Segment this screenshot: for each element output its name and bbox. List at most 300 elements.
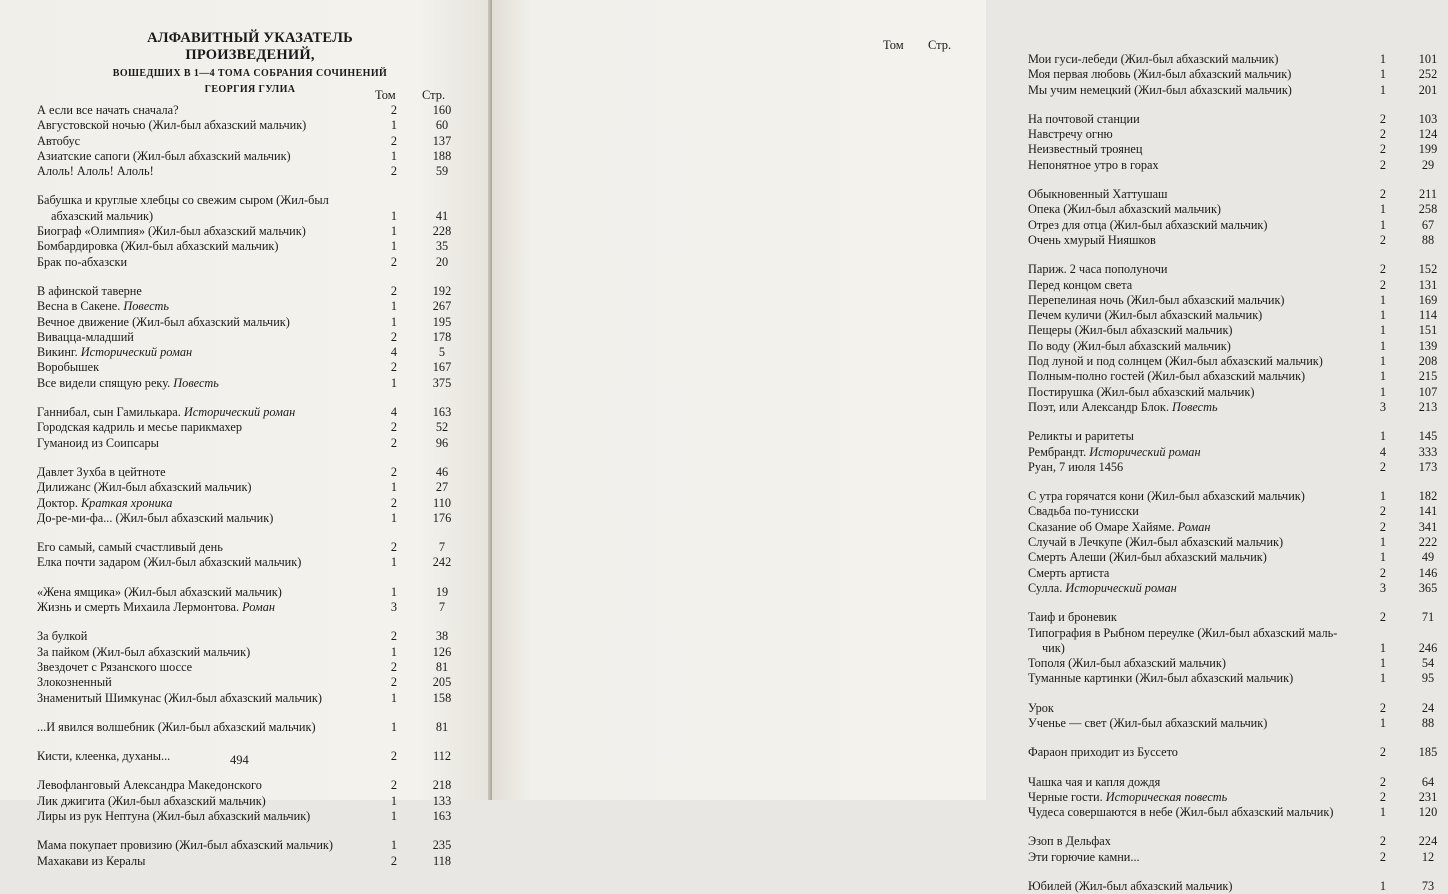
index-entry xyxy=(1028,671,1448,686)
entry-page: 199 xyxy=(1418,142,1438,157)
entry-page: 101 xyxy=(1418,52,1438,66)
entry-volume: 2 xyxy=(1379,142,1387,157)
index-entry xyxy=(1028,400,1448,415)
entry-volume: 2 xyxy=(1379,157,1387,172)
entry-title: По воду (Жил-был абхазский мальчик) xyxy=(1028,338,1231,353)
entry-page: 173 xyxy=(1418,459,1438,474)
index-entry xyxy=(37,315,457,330)
index-entry xyxy=(37,629,457,644)
entry-title: А если все начать сначала? xyxy=(37,103,179,117)
entry-page: 152 xyxy=(1418,262,1438,277)
entry-volume: 1 xyxy=(390,375,398,390)
entry-volume: 1 xyxy=(1379,369,1387,384)
entry-page: 71 xyxy=(1421,610,1435,625)
entry-page: 195 xyxy=(432,314,452,329)
entry-page: 231 xyxy=(1418,789,1438,804)
index-entry xyxy=(1028,218,1448,233)
entry-title: Полным-полно гостей (Жил-был абхазский мальчик) xyxy=(1028,369,1306,384)
entry-title: Юбилей (Жил-был абхазский мальчик) xyxy=(1028,879,1233,894)
entry-title: Мои гуси-лебеди (Жил-был абхазский мальчик) xyxy=(1028,52,1279,66)
entry-title: Жизнь и смерть Михаила Лермонтова. Роман xyxy=(37,600,275,615)
entry-page: 375 xyxy=(432,375,452,390)
entry-title: Под луной и под солнцем (Жил-был абхазский мальчик) xyxy=(1028,354,1323,369)
index-entry xyxy=(1028,293,1448,308)
entry-title: Воробышек xyxy=(37,360,100,375)
entry-title: Париж. 2 часа пополуночи xyxy=(1028,262,1168,277)
entry-volume: 1 xyxy=(1379,535,1387,550)
entry-page: 112 xyxy=(433,749,451,764)
entry-volume: 4 xyxy=(390,405,398,420)
entry-page: 124 xyxy=(1418,127,1438,142)
index-entry xyxy=(37,376,457,391)
section-gap xyxy=(1028,173,1448,187)
entry-volume: 1 xyxy=(1379,67,1387,82)
entry-volume: 2 xyxy=(1379,232,1387,247)
index-entry xyxy=(37,720,457,735)
entry-volume: 1 xyxy=(390,224,398,239)
index-entry xyxy=(37,330,457,345)
section-gap xyxy=(37,824,457,838)
entry-genre: Повесть xyxy=(123,299,170,314)
entry-title: Давлет Зухба в цейтноте xyxy=(37,464,166,479)
entry-title: Типография в Рыбном переулке (Жил-был абхазский маль- xyxy=(1028,625,1338,640)
left-page xyxy=(0,0,492,868)
entry-volume: 1 xyxy=(1379,879,1387,894)
entry-page: 167 xyxy=(432,360,452,375)
index-entry xyxy=(37,660,457,675)
entry-title: Моя первая любовь (Жил-был абхазский мальчик) xyxy=(1028,67,1292,82)
entry-volume: 1 xyxy=(1379,429,1387,444)
entry-page: 24 xyxy=(1421,700,1435,715)
entry-page: 126 xyxy=(432,644,452,659)
entry-genre: Исторический роман xyxy=(80,345,193,360)
entry-title: ...И явился волшебник (Жил-был абхазский мальчик) xyxy=(37,719,316,734)
entry-title: Обыкновенный Хаттушаш xyxy=(1028,187,1168,202)
section-gap xyxy=(1028,731,1448,745)
entry-volume: 2 xyxy=(1379,111,1387,126)
section-gap xyxy=(37,615,457,629)
entry-page: 213 xyxy=(1418,399,1438,414)
index-entry xyxy=(37,809,457,824)
right-page xyxy=(492,0,1438,894)
entry-title: Печем куличи (Жил-был абхазский мальчик) xyxy=(1028,308,1263,323)
entry-title: Постирушка (Жил-был абхазский мальчик) xyxy=(1028,384,1255,399)
entry-page: 151 xyxy=(1418,323,1438,338)
entry-volume: 2 xyxy=(390,853,398,868)
entry-volume: 1 xyxy=(1379,308,1387,323)
page-number: 494 xyxy=(230,753,249,767)
section-gap xyxy=(37,391,457,405)
entry-title: Кисти, клеенка, духаны... xyxy=(37,749,171,764)
entry-volume: 1 xyxy=(390,690,398,705)
index-entry xyxy=(37,675,457,690)
entry-volume: 2 xyxy=(1379,459,1387,474)
entry-page: 182 xyxy=(1418,489,1438,504)
index-entry xyxy=(1028,790,1448,805)
index-entry xyxy=(1028,323,1448,338)
index-entry xyxy=(1028,879,1448,894)
index-entry xyxy=(1028,52,1448,67)
index-entry xyxy=(37,465,457,480)
entry-page: 252 xyxy=(1418,67,1438,82)
entry-title: Доктор. Краткая хроника xyxy=(37,495,173,510)
entry-volume: 1 xyxy=(390,808,398,823)
index-entry xyxy=(37,209,457,224)
entry-page: 145 xyxy=(1418,429,1438,444)
entry-page: 333 xyxy=(1418,444,1438,459)
entry-title: Городская кадриль и месье парикмахер xyxy=(37,420,243,435)
entry-page: 81 xyxy=(435,659,449,674)
entry-volume: 1 xyxy=(390,793,398,808)
volume-column-header: Том xyxy=(375,88,396,102)
index-entry xyxy=(37,511,457,526)
entry-page: 215 xyxy=(1418,369,1438,384)
entry-page: 103 xyxy=(1418,111,1438,126)
index-entry xyxy=(37,345,457,360)
entry-genre: Роман xyxy=(242,600,275,615)
entry-page: 46 xyxy=(435,464,449,479)
entry-title: Елка почти задаром (Жил-был абхазский мальчик) xyxy=(37,555,302,570)
entry-page: 7 xyxy=(438,540,446,555)
entry-page: 95 xyxy=(1421,671,1435,686)
index-entry xyxy=(1028,142,1448,157)
entry-page: 41 xyxy=(435,208,449,223)
index-entry xyxy=(37,299,457,314)
entry-volume: 1 xyxy=(390,239,398,254)
entry-title: Чудеса совершаются в небе (Жил-был абхазский мальчик) xyxy=(1028,805,1334,820)
section-gap xyxy=(37,571,457,585)
entry-title: До-ре-ми-фа... (Жил-был абхазский мальчик) xyxy=(37,510,274,525)
entry-title: На почтовой станции xyxy=(1028,111,1140,126)
index-entry xyxy=(37,555,457,570)
entry-volume: 2 xyxy=(390,629,398,644)
entry-page: 107 xyxy=(1418,384,1438,399)
section-gap xyxy=(37,179,457,193)
entry-page: 224 xyxy=(1418,834,1438,849)
entry-title: Ганнибал, сын Гамилькара. Исторический роман xyxy=(37,405,296,420)
entry-title: Навстречу огню xyxy=(1028,127,1113,142)
index-entry xyxy=(1028,278,1448,293)
entry-volume: 3 xyxy=(1379,580,1387,595)
entry-volume: 2 xyxy=(1379,745,1387,760)
entry-page: 20 xyxy=(435,254,449,269)
entry-title: Злокозненный xyxy=(37,675,112,690)
entry-volume: 3 xyxy=(390,600,398,615)
entry-page: 38 xyxy=(435,629,449,644)
index-entry xyxy=(1028,550,1448,565)
index-entry xyxy=(1028,127,1448,142)
index-entry xyxy=(1028,745,1448,760)
entry-page: 163 xyxy=(432,808,452,823)
entry-page: 218 xyxy=(432,778,452,793)
index-entry xyxy=(37,118,457,133)
entry-page: 88 xyxy=(1421,232,1435,247)
entry-genre: Роман xyxy=(1177,519,1211,534)
entry-page: 158 xyxy=(432,690,452,705)
entry-volume: 2 xyxy=(1379,849,1387,864)
entry-page: 54 xyxy=(1421,656,1435,671)
entry-page: 228 xyxy=(432,224,452,239)
entry-title: Рембрандт. Исторический роман xyxy=(1028,444,1201,459)
entry-title: Автобус xyxy=(37,133,81,148)
entry-title: Черные гости. Историческая повесть xyxy=(1028,789,1228,804)
entry-volume: 1 xyxy=(1379,656,1387,671)
entry-title: Все видели спящую реку. Повесть xyxy=(37,375,219,390)
index-entry xyxy=(37,284,457,299)
entry-volume: 4 xyxy=(1379,444,1387,459)
section-gap xyxy=(1028,687,1448,701)
entry-volume: 4 xyxy=(390,345,398,360)
entry-title: Гуманоид из Соипсары xyxy=(37,435,159,450)
index-subtitle-line-1: ВОШЕДШИХ В 1—4 ТОМА СОБРАНИЯ СОЧИНЕНИЙ xyxy=(112,68,388,79)
entry-page: 178 xyxy=(432,329,452,344)
index-entry xyxy=(1028,202,1448,217)
entry-page: 242 xyxy=(432,555,452,570)
index-entry xyxy=(37,420,457,435)
entry-page: 365 xyxy=(1418,580,1438,595)
entry-page: 169 xyxy=(1418,292,1438,307)
entry-volume: 1 xyxy=(1379,550,1387,565)
entry-title: Брак по-абхазски xyxy=(37,254,128,269)
index-entry xyxy=(1028,520,1448,535)
entry-title: Случай в Лечкупе (Жил-был абхазский мальчик) xyxy=(1028,535,1284,550)
entry-volume: 1 xyxy=(1379,640,1387,655)
index-entry xyxy=(1028,385,1448,400)
entry-volume: 1 xyxy=(1379,671,1387,686)
index-entry xyxy=(37,540,457,555)
entry-page: 12 xyxy=(1421,849,1435,864)
entry-page: 222 xyxy=(1418,535,1438,550)
entry-volume: 2 xyxy=(390,254,398,269)
index-entry xyxy=(37,164,457,179)
entry-page: 64 xyxy=(1421,774,1435,789)
entry-page: 141 xyxy=(1418,504,1438,519)
index-entry xyxy=(1028,610,1448,625)
entry-title: Бабушка и круглые хлебцы со свежим сыром (Жил-был xyxy=(37,193,329,208)
index-entry xyxy=(1028,83,1448,98)
entry-volume: 2 xyxy=(390,464,398,479)
entry-title: Дилижанс (Жил-был абхазский мальчик) xyxy=(37,480,252,495)
entry-page: 185 xyxy=(1418,745,1438,760)
index-entry xyxy=(37,778,457,793)
entry-title: Лиры из рук Нептуна (Жил-был абхазский мальчик) xyxy=(37,808,311,823)
entry-title: Мама покупает провизию (Жил-был абхазский мальчик) xyxy=(37,838,333,853)
entry-volume: 1 xyxy=(1379,202,1387,217)
entry-title: За булкой xyxy=(37,629,88,644)
entry-page: 131 xyxy=(1418,277,1438,292)
entry-title: Лик джигита (Жил-был абхазский мальчик) xyxy=(37,793,266,808)
entry-page: 19 xyxy=(435,584,449,599)
entry-volume: 1 xyxy=(1379,82,1387,97)
entry-volume: 2 xyxy=(1379,262,1387,277)
entry-volume: 2 xyxy=(390,675,398,690)
entry-volume: 1 xyxy=(390,148,398,163)
entry-page: 176 xyxy=(432,510,452,525)
entry-page: 137 xyxy=(432,133,452,148)
entry-volume: 2 xyxy=(1379,774,1387,789)
entry-title: Неизвестный троянец xyxy=(1028,142,1143,157)
index-entry xyxy=(1028,158,1448,173)
index-title: АЛФАВИТНЫЙ УКАЗАТЕЛЬ ПРОИЗВЕДЕНИЙ, xyxy=(147,30,353,63)
entry-page: 27 xyxy=(435,480,449,495)
entry-page: 192 xyxy=(432,283,452,298)
entry-volume: 1 xyxy=(1379,354,1387,369)
index-list-right xyxy=(1028,52,1448,894)
entry-title: В афинской таверне xyxy=(37,283,142,298)
index-entry xyxy=(1028,535,1448,550)
index-entry xyxy=(1028,626,1448,641)
section-gap xyxy=(37,451,457,465)
entry-title: Смерть Алеши (Жил-был абхазский мальчик) xyxy=(1028,550,1267,565)
entry-title: Ученье — свет (Жил-был абхазский мальчик) xyxy=(1028,715,1268,730)
index-entry xyxy=(37,255,457,270)
entry-volume: 2 xyxy=(390,283,398,298)
entry-title: Поэт, или Александр Блок. Повесть xyxy=(1028,399,1218,414)
index-entry xyxy=(1028,445,1448,460)
entry-page: 7 xyxy=(438,600,446,615)
entry-genre: Исторический роман xyxy=(1089,444,1201,459)
section-gap xyxy=(37,270,457,284)
entry-page: 235 xyxy=(432,838,452,853)
section-gap xyxy=(37,706,457,720)
index-entry xyxy=(1028,504,1448,519)
entry-volume: 2 xyxy=(1379,504,1387,519)
entry-volume: 1 xyxy=(390,584,398,599)
index-entry xyxy=(1028,566,1448,581)
index-entry xyxy=(37,480,457,495)
index-entry xyxy=(37,854,457,869)
entry-title: Отрез для отца (Жил-был абхазский мальчик) xyxy=(1028,217,1268,232)
entry-page: 81 xyxy=(435,719,449,734)
entry-volume: 2 xyxy=(390,420,398,435)
entry-page: 211 xyxy=(1419,187,1437,202)
index-entry xyxy=(37,691,457,706)
index-entry xyxy=(37,838,457,853)
entry-title: Очень хмурый Нияшков xyxy=(1028,232,1156,247)
entry-page: 133 xyxy=(432,793,452,808)
entry-volume: 1 xyxy=(1379,292,1387,307)
entry-title: Таиф и броневик xyxy=(1028,610,1117,625)
entry-volume: 1 xyxy=(1379,715,1387,730)
entry-volume: 2 xyxy=(390,540,398,555)
page-column-header: Стр. xyxy=(928,38,952,52)
entry-page: 258 xyxy=(1418,202,1438,217)
index-entry xyxy=(37,193,457,208)
entry-volume: 1 xyxy=(390,480,398,495)
entry-volume: 1 xyxy=(1379,217,1387,232)
index-entry xyxy=(1028,716,1448,731)
entry-genre: Историческая повесть xyxy=(1105,789,1228,804)
entry-title: Фараон приходит из Буссето xyxy=(1028,745,1178,760)
entry-page: 5 xyxy=(438,345,446,360)
entry-volume: 1 xyxy=(1379,323,1387,338)
entry-volume: 2 xyxy=(1379,565,1387,580)
index-entry xyxy=(1028,581,1448,596)
entry-volume: 1 xyxy=(390,314,398,329)
entry-volume: 2 xyxy=(390,103,398,117)
entry-page: 120 xyxy=(1418,805,1438,820)
entry-volume: 1 xyxy=(1379,384,1387,399)
entry-volume: 2 xyxy=(390,133,398,148)
entry-title: Чашка чая и капля дождя xyxy=(1028,774,1161,789)
index-entry xyxy=(1028,67,1448,82)
index-entry xyxy=(37,149,457,164)
entry-page: 110 xyxy=(433,495,451,510)
index-entry xyxy=(1028,429,1448,444)
entry-volume: 1 xyxy=(390,644,398,659)
index-entry xyxy=(37,360,457,375)
entry-volume: 1 xyxy=(390,118,398,133)
entry-title: Свадьба по-тунисски xyxy=(1028,504,1139,519)
entry-volume: 2 xyxy=(1379,127,1387,142)
entry-title: Знаменитый Шимкунас (Жил-был абхазский мальчик) xyxy=(37,690,322,705)
entry-volume: 2 xyxy=(390,778,398,793)
index-entry xyxy=(37,239,457,254)
index-entry xyxy=(37,436,457,451)
index-entry xyxy=(1028,775,1448,790)
section-gap xyxy=(37,526,457,540)
section-gap xyxy=(1028,596,1448,610)
entry-genre: Исторический роман xyxy=(1065,580,1177,595)
entry-volume: 2 xyxy=(390,435,398,450)
entry-volume: 1 xyxy=(390,555,398,570)
entry-volume: 2 xyxy=(1379,187,1387,202)
entry-title: Перед концом света xyxy=(1028,277,1133,292)
entry-page: 118 xyxy=(433,853,451,868)
entry-genre: Исторический роман xyxy=(183,405,296,420)
entry-genre: Краткая хроника xyxy=(81,495,173,510)
index-entry xyxy=(37,600,457,615)
entry-volume: 2 xyxy=(1379,789,1387,804)
entry-page: 114 xyxy=(1419,308,1437,323)
entry-title: Туманные картинки (Жил-был абхазский мальчик) xyxy=(1028,671,1294,686)
entry-title: Сулла. Исторический роман xyxy=(1028,580,1177,595)
entry-title: Левофланговый Александра Македонского xyxy=(37,778,262,793)
index-entry xyxy=(1028,187,1448,202)
entry-volume: 1 xyxy=(390,719,398,734)
entry-page: 60 xyxy=(435,118,449,133)
entry-title: Виваццa-младший xyxy=(37,329,134,344)
entry-volume: 2 xyxy=(1379,610,1387,625)
index-entry xyxy=(1028,369,1448,384)
entry-title: Алоль! Алоль! Алоль! xyxy=(37,164,154,179)
entry-volume: 2 xyxy=(390,329,398,344)
entry-title: Эзоп в Дельфах xyxy=(1028,834,1111,849)
entry-volume: 1 xyxy=(1379,489,1387,504)
entry-title: чик) xyxy=(1042,640,1065,655)
entry-page: 205 xyxy=(432,675,452,690)
section-gap xyxy=(1028,475,1448,489)
index-entry xyxy=(37,134,457,149)
entry-title: Опека (Жил-был абхазский мальчик) xyxy=(1028,202,1222,217)
index-entry xyxy=(1028,489,1448,504)
entry-title: С утра горячатся кони (Жил-был абхазский мальчик) xyxy=(1028,489,1305,504)
entry-title: Биограф «Олимпия» (Жил-был абхазский мальчик) xyxy=(37,224,306,239)
index-entry xyxy=(1028,112,1448,127)
index-entry xyxy=(1028,701,1448,716)
entry-volume: 2 xyxy=(390,495,398,510)
entry-volume: 2 xyxy=(390,659,398,674)
entry-title: Азиатские сапоги (Жил-был абхазский мальчик) xyxy=(37,148,291,163)
entry-title: Непонятное утро в горах xyxy=(1028,157,1159,172)
entry-volume: 1 xyxy=(390,208,398,223)
section-gap xyxy=(37,735,457,749)
entry-page: 59 xyxy=(435,164,449,179)
entry-title: Пещеры (Жил-был абхазский мальчик) xyxy=(1028,323,1233,338)
entry-page: 188 xyxy=(432,148,452,163)
entry-page: 52 xyxy=(435,420,449,435)
entry-page: 201 xyxy=(1418,82,1438,97)
